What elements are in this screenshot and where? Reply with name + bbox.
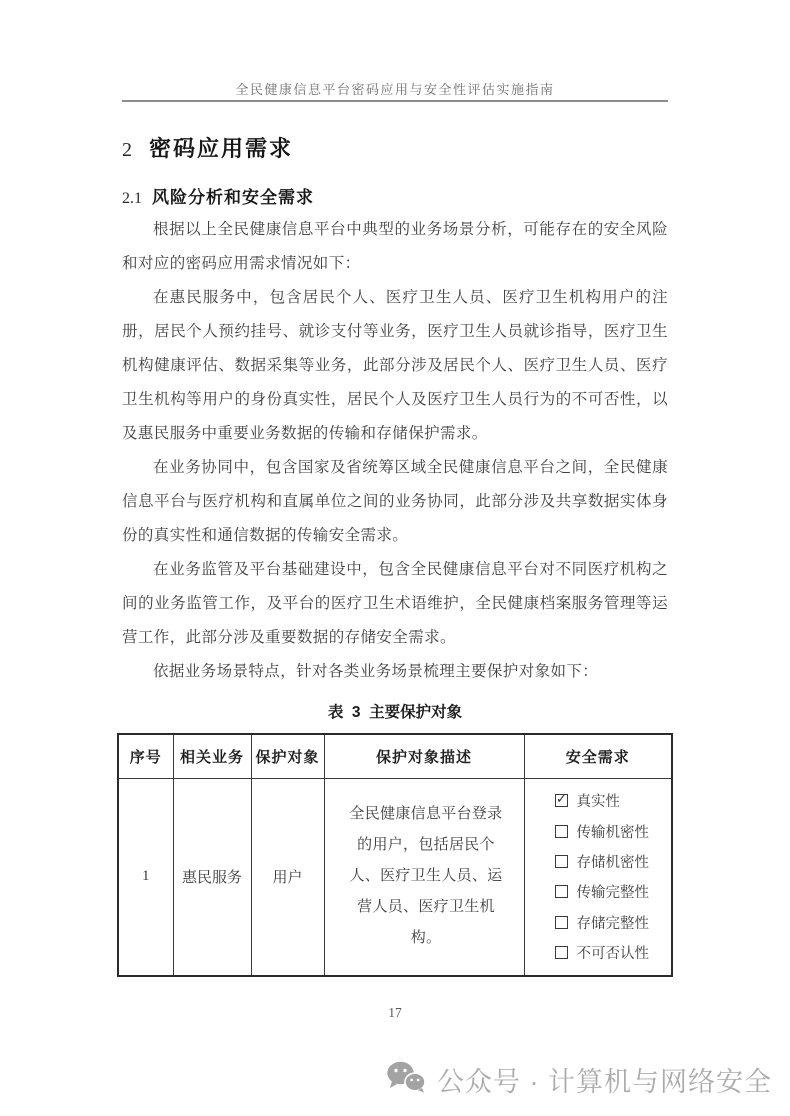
col-header-business: 相关业务 (173, 734, 251, 778)
col-header-requirements: 安全需求 (524, 734, 672, 778)
footer-watermark (386, 1060, 772, 1099)
paragraph: 根据以上全民健康信息平台中典型的业务场景分析，可能存在的安全风险和对应的密码应用需求情况如下： (122, 221, 668, 272)
body-paragraphs (122, 213, 668, 689)
paragraph: 依据业务场景特点，针对各类业务场景梳理主要保护对象如下： (153, 663, 599, 680)
table-header-row (118, 734, 672, 778)
cell-requirements (524, 778, 672, 976)
security-requirement-item (555, 852, 666, 872)
security-requirement-item (555, 791, 666, 811)
paragraph: 在业务监管及平台基础建设中，包含全民健康信息平台对不同医疗机构之间的业务监管工作，及平台的医疗卫生术语维护，全民健康档案服务管理等运营工作，此部分涉及重要数据的存储安全需求。 (122, 561, 668, 646)
security-requirement-item (555, 882, 666, 902)
col-header-no: 序号 (118, 734, 173, 778)
col-header-description: 保护对象描述 (324, 734, 524, 778)
checkbox-unchecked-icon (555, 946, 568, 959)
section-number: 2 (122, 139, 132, 161)
requirement-label: 传输机密性 (576, 824, 649, 841)
requirements-list (555, 791, 666, 963)
requirement-label: 存储完整性 (576, 915, 649, 932)
security-requirement-item (555, 943, 666, 963)
page-number: 17 (388, 1005, 402, 1020)
checkbox-unchecked-icon (555, 825, 568, 838)
section-title: 密码应用需求 (149, 136, 294, 161)
subsection-number: 2.1 (122, 190, 142, 207)
subsection-title: 风险分析和安全需求 (152, 188, 314, 207)
security-requirement-item (555, 912, 666, 932)
paragraph: 在惠民服务中，包含居民个人、医疗卫生人员、医疗卫生机构用户的注册，居民个人预约挂号、就诊支付等业务，医疗卫生人员就诊指导，医疗卫生机构健康评估、数据采集等业务，此部分涉及居民个人、医疗卫生人员、医疗卫生机构等用户的身份真实性，居民个人及医疗卫生人员行为的不可否性，以及惠民服务中重要业务数据的传输和存储保护需求。 (122, 289, 668, 442)
security-requirement-item (555, 821, 666, 841)
section-heading (122, 132, 668, 162)
cell-business: 惠民服务 (173, 778, 251, 976)
running-header-title: 全民健康信息平台密码应用与安全性评估实施指南 (235, 82, 555, 97)
requirement-label: 传输完整性 (576, 885, 649, 902)
cell-object: 用户 (251, 778, 324, 976)
watermark-text: 公众号 · 计算机与网络安全 (437, 1067, 772, 1097)
protection-objects-table (117, 733, 673, 977)
paragraph: 在业务协同中，包含国家及省统筹区域全民健康信息平台之间，全民健康信息平台与医疗机构和直属单位之间的业务协同，此部分涉及共享数据实体身份的真实性和通信数据的传输安全需求。 (122, 459, 668, 544)
subsection-heading (122, 183, 668, 207)
requirement-label: 真实性 (576, 794, 620, 811)
checkbox-unchecked-icon (555, 885, 568, 898)
col-header-object: 保护对象 (251, 734, 324, 778)
checkbox-unchecked-icon (555, 916, 568, 929)
requirement-label: 不可否认性 (576, 946, 649, 963)
table-caption: 表 3 主要保护对象 (327, 704, 463, 721)
cell-no: 1 (118, 778, 173, 976)
cell-description: 全民健康信息平台登录的用户，包括居民个人、医疗卫生人员、运营人员、医疗卫生机构。 (324, 778, 524, 976)
checkbox-checked-icon (555, 794, 568, 807)
checkbox-unchecked-icon (555, 855, 568, 868)
table-row (118, 778, 672, 976)
requirement-label: 存储机密性 (576, 855, 649, 872)
wechat-icon (386, 1061, 426, 1098)
page-content (122, 0, 668, 977)
